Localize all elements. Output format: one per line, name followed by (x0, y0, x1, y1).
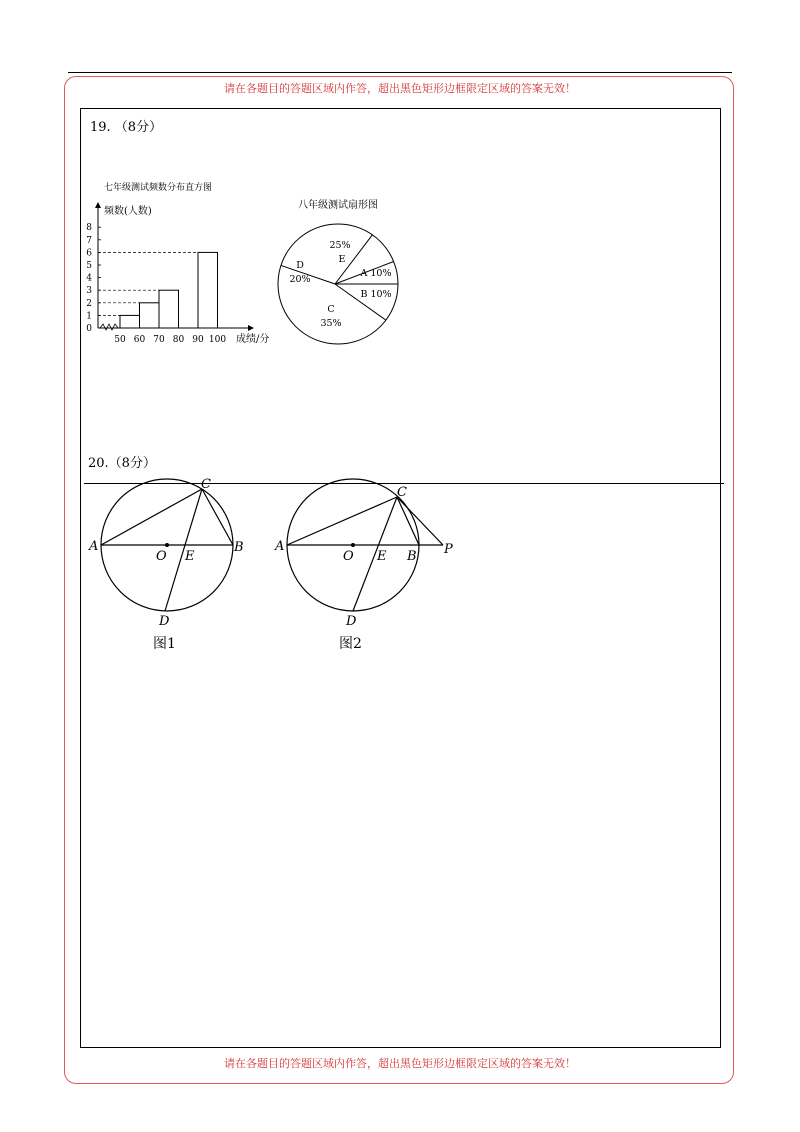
chord-ac-2 (287, 497, 397, 545)
histogram-y-tick-label: 1 (86, 311, 92, 322)
histogram-y-tick-label: 3 (86, 286, 92, 297)
histogram-title: 七年级测试频数分布直方图 (104, 183, 213, 193)
histogram-bar (198, 252, 218, 328)
histogram-x-tick-label: 50 (114, 335, 126, 345)
chord-cd-2 (353, 497, 397, 611)
histogram-x-arrow (248, 325, 254, 331)
histogram-y-tick-label: 7 (86, 235, 92, 246)
chord-cb-1 (202, 489, 233, 545)
point-e-2: E (377, 549, 387, 564)
point-a-2: A (275, 539, 285, 554)
histogram-bar (120, 315, 140, 328)
header-rule (68, 72, 732, 73)
histogram-bar (140, 303, 160, 328)
histogram-chart (86, 178, 286, 350)
point-e-1: E (185, 549, 195, 564)
histogram-y-tick-label: 6 (86, 248, 92, 259)
warning-bottom: 请在各题目的答题区域内作答，超出黑色矩形边框限定区域的答案无效！ (224, 1057, 576, 1070)
histogram-y-tick-label: 5 (86, 261, 92, 271)
histogram-y-arrow (95, 202, 101, 208)
pie-label-c-pct: 35% (320, 318, 342, 329)
histogram-x-tick-label: 90 (192, 335, 204, 345)
chord-ac-1 (101, 489, 202, 545)
chord-cd-1 (165, 489, 202, 611)
histogram-y-tick-label: 4 (86, 273, 92, 284)
question-20-title: 20.（8分） (88, 456, 156, 471)
histogram-y-tick-label: 0 (86, 324, 92, 334)
point-o-1: O (156, 549, 167, 564)
histogram-bar (159, 290, 179, 328)
pie-label-e-pct: 25% (329, 240, 351, 251)
pie-title: 八年级测试扇形图 (298, 200, 378, 211)
histogram-x-tick-label: 100 (208, 335, 227, 345)
histogram-x-tick-label: 60 (133, 335, 146, 345)
pie-label-a: A 10% (360, 268, 392, 279)
pie-label-c-name: C (327, 304, 335, 315)
histogram-x-tick-label: 70 (153, 335, 165, 345)
figure-2-caption: 图2 (339, 636, 362, 652)
figure-1-caption: 图1 (153, 636, 176, 652)
histogram-xlabel: 成绩/分 (236, 334, 270, 345)
point-b-1: B (234, 540, 244, 555)
chord-cb-2 (397, 497, 419, 545)
pie-label-d-name: D (296, 260, 304, 271)
histogram-y-tick-label: 8 (86, 223, 92, 234)
point-b-2: B (407, 549, 417, 564)
pie-chart (272, 194, 404, 346)
histogram-x-tick-label: 80 (172, 335, 185, 345)
point-o-2: O (343, 549, 354, 564)
question-19-title: 19. （8分） (90, 120, 163, 135)
histogram-ylabel: 频数(人数) (104, 206, 152, 217)
point-d-1: D (159, 614, 170, 629)
geometry-figure-1 (86, 472, 256, 662)
point-d-2: D (346, 614, 357, 629)
pie-label-e-name: E (338, 254, 346, 265)
warning-top: 请在各题目的答题区域内作答，超出黑色矩形边框限定区域的答案无效！ (224, 82, 576, 95)
histogram-axis-break (100, 324, 118, 330)
point-p-2: P (444, 542, 453, 557)
pie-label-b: B 10% (360, 289, 392, 300)
point-a-1: A (89, 539, 99, 554)
point-c-1: C (201, 477, 211, 492)
center-dot-2 (351, 543, 355, 547)
center-dot-1 (165, 543, 169, 547)
tangent-cp-2 (397, 497, 443, 545)
point-c-2: C (397, 485, 407, 500)
geometry-figure-2 (270, 472, 470, 662)
pie-label-d-pct: 20% (289, 274, 311, 285)
histogram-y-tick-label: 2 (86, 298, 92, 309)
